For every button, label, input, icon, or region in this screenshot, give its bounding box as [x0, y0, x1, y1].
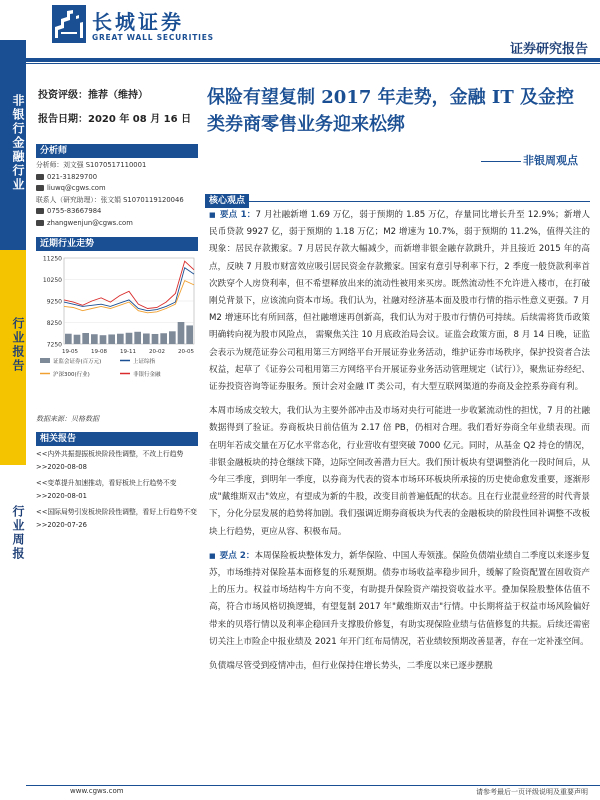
report-subtitle: 非银周观点: [481, 152, 578, 168]
paragraph-4: 负债端尽管受到疫情冲击，但行业保持住增长势头，二季度以来已逐步摆脱: [209, 661, 493, 672]
point-1-text: 7 月社融新增 1.69 万亿，弱于预期的 1.85 万亿，存量同比增长升至 12.9%；新增人民币贷款 9927 亿，弱于预期的 1.18 万亿；M2 增速为 10.7%，弱于预期的 11.2%，值得关注的现象：居民存款搬家。7 月居民存款大幅减少，而新增非银金融存款跳升，并且接近 2015 年的高点，反映 7 月股市财富效应吸引居民资金存款搬家。国家有意引导利率下行，2 季度一般贷款利率首次跌穿个人房贷利率，但不希望释放出来的流动性被用来买房。既然流动性不允许进入楼市，在打破刚兑背景下，应该流向资本市场。我们认为，社融对经济基本面及股市行情的指示性意义更强。7 月 M2 增速环比有所回落，但社融增速再创新高，我们认为对于股市行情仍可持续。后续需将货币政策明确转向视为股市风险点， 需聚焦关注 10 月底政治局会议。证监会政策方面，8 月 14 日晚，证监会表示为规范证券公司租用第三方网络平台开展证券业务活动，维护证券市场秩序，保护投资者合法权益，起草了《证券公司租用第三方网络平台开展证券业务活动管理规定（试行）》，聚焦证券经纪、证券投资咨询等证券服务。预计会对金融 IT 类公司，有大型互联网渠道的券商及金控系券商有利。: [209, 210, 590, 393]
chart-bar: [143, 333, 150, 344]
logo-text-cn: 长城证券: [92, 10, 184, 34]
chart-bar: [186, 325, 193, 344]
chart-series-line: [64, 281, 194, 313]
trend-section-heading: 近期行业走势: [36, 237, 198, 251]
square-bullet-icon: ■: [209, 211, 216, 219]
report-title: 保险有望复制 2017 年走势，金融 IT 及金控类券商零售业务迎来松绑: [207, 87, 574, 135]
chart-bar: [117, 334, 124, 344]
industry-trend-chart: [36, 252, 198, 400]
point-1-label: 要点 1：: [219, 210, 256, 220]
point-2-paragraph: [209, 548, 590, 651]
footer-disclaimer: 请参考最后一页评级说明及重要声明: [476, 788, 588, 796]
logo-text-en: GREAT WALL SECURITIES: [92, 33, 214, 42]
band-report-type-text: 行业报告: [11, 317, 25, 373]
chart-bar: [82, 333, 89, 344]
chart-bar: [74, 335, 81, 344]
legend-label: 上证综指: [133, 359, 156, 365]
y-tick-label: 9250: [46, 298, 62, 306]
analyst-section-heading: 分析师: [36, 144, 198, 158]
footer-website[interactable]: www.cgws.com: [70, 787, 124, 795]
report-body: [209, 207, 590, 675]
related-report-item[interactable]: <<国际局势引发板块阶段性调整，看好上行趋势不变>>2020-07-26: [36, 508, 197, 529]
chart-bar: [91, 334, 98, 344]
phone-icon: [36, 174, 44, 180]
y-tick-label: 10250: [42, 277, 62, 284]
chart-bar: [108, 334, 115, 344]
legend-swatch: [40, 358, 50, 363]
chart-source: 数据来源：贝格数据: [36, 415, 99, 423]
related-report-item[interactable]: <<内外共振提振板块阶段性调整，不改上行趋势>>2020-08-08: [36, 450, 184, 471]
band-industry-text: 非银行金融行业: [11, 94, 25, 192]
chart-bar: [134, 332, 141, 344]
email-icon: [36, 220, 44, 226]
x-tick-label: 19-11: [120, 349, 136, 355]
x-tick-label: 20-05: [178, 349, 194, 355]
x-tick-label: 19-08: [91, 349, 107, 355]
report-date: 报告日期：2020 年 08 月 16 日: [38, 114, 192, 125]
report-type-label: 证券研究报告: [509, 42, 588, 57]
y-tick-label: 8250: [46, 320, 62, 327]
legend-label: 证监会证券(百万元): [53, 359, 102, 365]
phone-line-2: 0755-83667984: [36, 206, 198, 218]
analyst-info: [36, 160, 198, 229]
header-divider: [26, 58, 600, 62]
footer-divider: [26, 785, 600, 786]
related-report-item[interactable]: <<变革提升加速推动，看好板块上行趋势不变>>2020-08-01: [36, 479, 177, 500]
analyst-line: 分析师：刘文强 S1070517110001: [36, 161, 147, 169]
chart-bar: [65, 334, 72, 344]
legend-label: 沪深300(行业): [53, 372, 90, 378]
chart-bar: [169, 331, 176, 344]
trend-chart-svg: [36, 252, 198, 412]
paragraph-2: 本周市场成交较大，我们认为主要外部冲击及市场对央行可能进一步收紧流动性的担忧，7 月的社融数据得到了验证。券商板块日前估值为 2.17 倍 PB，仍相对合理。我们看好券商全年业绩表现。而在明年若成交量在万亿水平常态化，行业营收有望突破 7000 亿元。同时，从基金 Q2 持仓的情况，非银金融板块的持仓继续下降，边际空间改善潜力巨大。我们预计板块有望调整消化一段时间后，从今年三季度，到明年一季度，以券商为代表的资本市场环环板块所承接的历史使命愈发重要，逐渐形成"戴维斯双击"效应，有望成为新的牛股，改变目前普遍低配的状态。且在行业混业经营的时代背景下，分化分层发展的趋势将加剧。我们强调近期券商板块为代表的金融板块的阶段性回补调整不改板块上行趋势，更应从容、积极布局。: [209, 406, 590, 537]
legend-label: 非银行金融: [133, 372, 161, 378]
chart-series-line: [64, 261, 194, 308]
email-icon: [36, 185, 44, 191]
email-line[interactable]: liuwq@cgws.com: [36, 183, 198, 195]
y-tick-label: 7250: [46, 341, 62, 349]
email-line-2[interactable]: zhangwenjun@cgws.com: [36, 218, 198, 230]
related-reports-list: [36, 448, 198, 535]
phone-line: 021-31829700: [36, 172, 198, 184]
phone-icon: [36, 208, 44, 214]
band-weekly-text: 行业周报: [11, 505, 25, 561]
point-1-paragraph: [209, 207, 590, 396]
chart-bar: [126, 333, 133, 344]
x-tick-label: 20-02: [149, 349, 165, 355]
great-wall-logo-icon: [52, 5, 86, 43]
x-tick-label: 19-05: [62, 349, 78, 355]
core-view-heading: 核心观点: [205, 188, 590, 202]
point-2-text: 本周保险板块整体发力，新华保险、中国人寿领涨。保险负债端业绩自二季度以来逐步复苏，市场维持对保险基本面修复的乐观预期。债券市场收益率稳步回升，缓解了险资配置在固收资产上的压力。权益市场结构牛方向不变，有助提升保险资产端投资收益水平。叠加保险股整体估值不高，符合市场风格切换逻辑，有望复制 2017 年"戴维斯双击"行情。中长期将益于权益市场风险偏好带来的贝塔行情以及利率企稳回升支撑股价修复，有助实现保险业绩与估值修复的共振。后续还需密切关注上市险企中报业绩及 2021 年开门红布局情况，若业绩较预期改善显著，存在一定补涨空间。: [209, 550, 590, 647]
chart-bar: [160, 333, 167, 344]
point-2-label: 要点 2：: [219, 550, 255, 561]
square-bullet-icon: ■: [209, 551, 216, 560]
related-section-heading: 相关报告: [36, 432, 198, 446]
y-tick-label: 11250: [42, 255, 62, 263]
chart-bar: [100, 335, 107, 344]
header-divider-thin: [26, 63, 600, 64]
investment-rating: 投资评级：推荐（维持）: [38, 90, 148, 101]
chart-bar: [152, 334, 159, 344]
chart-bar: [178, 322, 185, 344]
contact-line: 联系人（研究助理）：张文娟 S1070119120046: [36, 195, 184, 204]
